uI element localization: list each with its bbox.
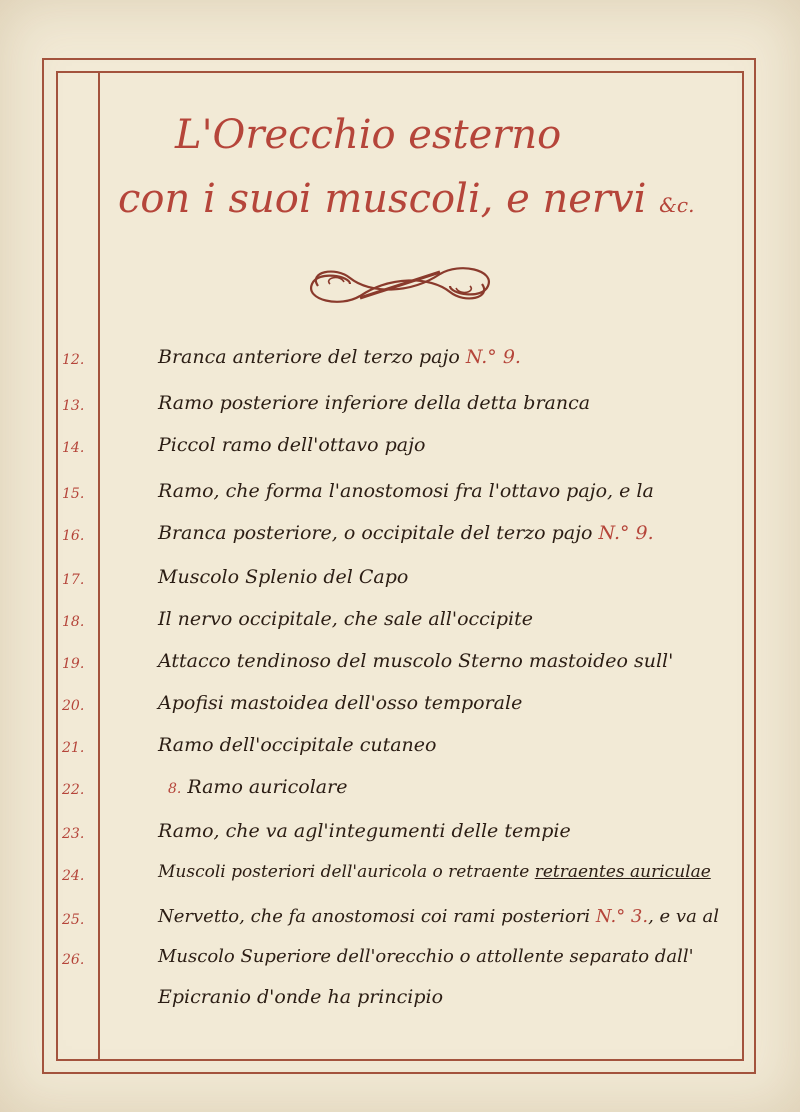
- title-line-2-tail: &c.: [659, 193, 695, 217]
- entry-number: 15.: [62, 486, 85, 502]
- entry-text: Attacco tendinoso del muscolo Sterno mastoideo sull': [158, 650, 674, 672]
- entry-reference: N.° 3.: [595, 906, 649, 927]
- entry-number: 19.: [62, 656, 85, 672]
- page-title-line-2: [118, 176, 738, 222]
- entry-number: 17.: [62, 572, 85, 588]
- margin-rule: [98, 71, 100, 1059]
- entry-number: 13.: [62, 398, 85, 414]
- entry-label: Ramo auricolare: [187, 776, 348, 798]
- entry-tail: , e va al: [648, 906, 720, 927]
- entry-text: [158, 862, 743, 882]
- entry-number: 21.: [62, 740, 85, 756]
- entry-number: 24.: [62, 868, 85, 884]
- entry-text: [168, 776, 753, 798]
- entry-number: 14.: [62, 440, 85, 456]
- entry-text: Ramo dell'occipitale cutaneo: [158, 734, 437, 756]
- entry-annotation: retraentes auriculae: [534, 862, 711, 882]
- entry-number: 25.: [62, 912, 85, 928]
- entry-reference: N.° 9.: [598, 522, 654, 544]
- entry-label: Branca anteriore del terzo pajo: [158, 346, 466, 368]
- decorative-flourish-icon: [300, 260, 500, 310]
- entry-number: 16.: [62, 528, 85, 544]
- entry-text: Muscolo Splenio del Capo: [158, 566, 409, 588]
- entry-text: Apofisi mastoidea dell'osso temporale: [158, 692, 523, 714]
- entry-label: Branca posteriore, o occipitale del terzo pajo: [158, 522, 599, 544]
- entry-number: 12.: [62, 352, 85, 368]
- entry-text: Muscolo Superiore dell'orecchio o attollente separato dall': [158, 946, 694, 967]
- entry-text: Ramo, che va agl'integumenti delle tempie: [158, 820, 571, 842]
- entry-reference: N.° 9.: [465, 346, 521, 368]
- entry-sub-number: 8.: [168, 781, 182, 797]
- entry-text: Epicranio d'onde ha principio: [158, 986, 444, 1008]
- page-title-line-1: L'Orecchio esterno: [175, 112, 562, 158]
- entry-number: 20.: [62, 698, 85, 714]
- entry-number: 23.: [62, 826, 85, 842]
- entry-label: Muscoli posteriori dell'auricola o retraente: [158, 862, 535, 882]
- entry-text: Ramo posteriore inferiore della detta branca: [158, 392, 591, 414]
- entry-number: 26.: [62, 952, 85, 968]
- entry-number: 22.: [62, 782, 85, 798]
- title-line-2-text: con i suoi muscoli, e nervi: [118, 176, 647, 222]
- entry-text: [158, 906, 743, 927]
- entry-text: Piccol ramo dell'ottavo pajo: [158, 434, 426, 456]
- entry-text: [158, 346, 743, 368]
- entry-number: 18.: [62, 614, 85, 630]
- entry-label: Nervetto, che fa anostomosi coi rami posteriori: [158, 906, 596, 927]
- entry-text: Il nervo occipitale, che sale all'occipite: [158, 608, 534, 630]
- entry-text: Ramo, che forma l'anostomosi fra l'ottavo pajo, e la: [158, 480, 654, 502]
- entry-text: [158, 522, 743, 544]
